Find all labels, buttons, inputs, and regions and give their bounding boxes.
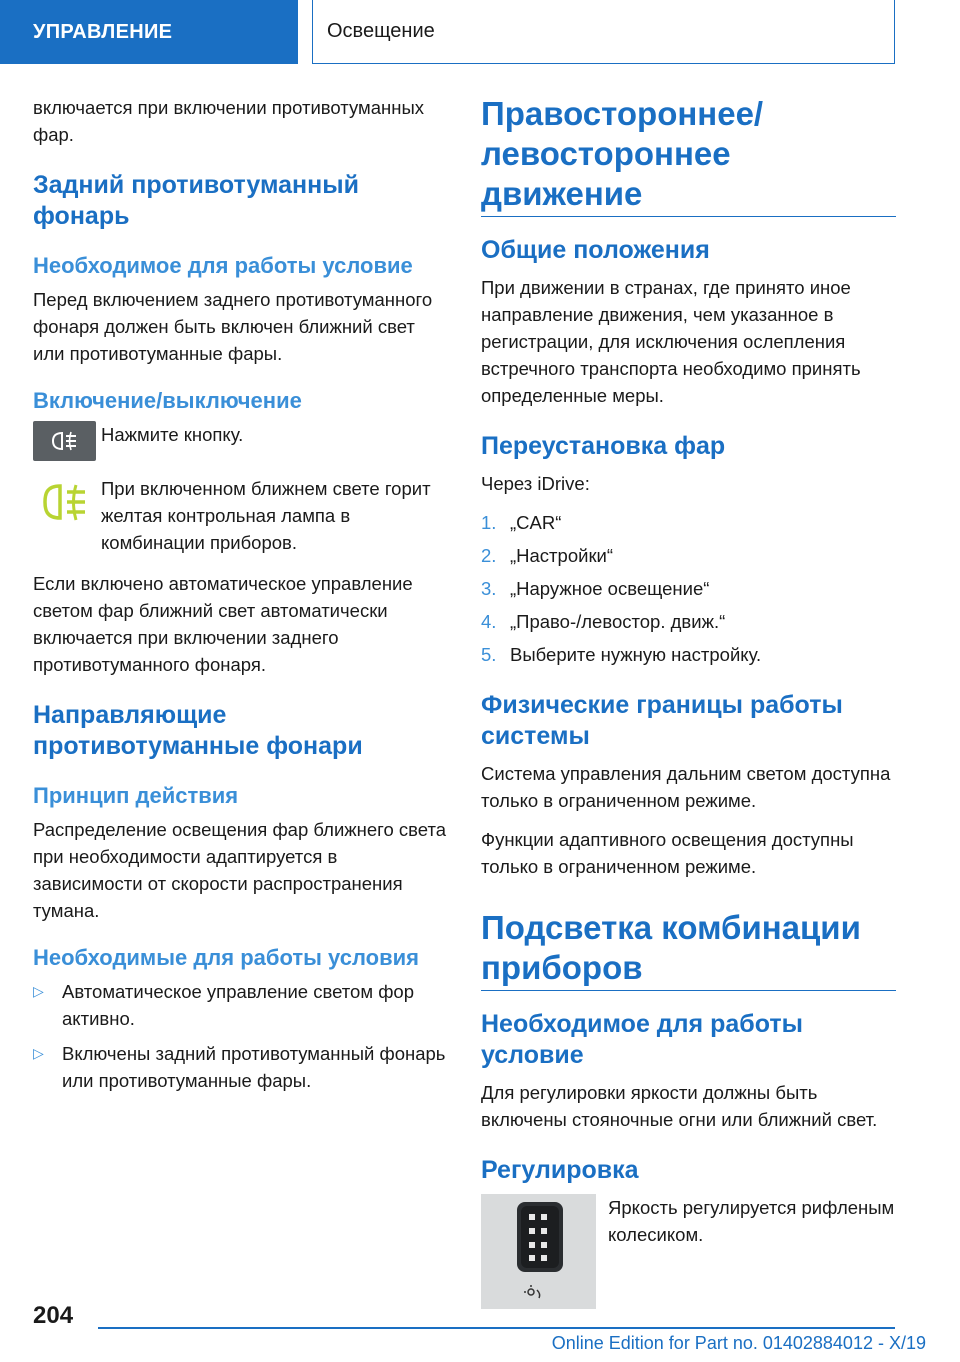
traffic-heading: Правостороннее/левостороннее движение [481, 94, 896, 217]
page-number: 204 [33, 1302, 74, 1329]
auto-light-text: Если включено автоматическое управление светом фар ближний свет автоматически включается при включении заднего противотуманного фонаря. [33, 573, 413, 675]
list-item [33, 1040, 448, 1094]
list-item: 2. „Настройки“ [481, 542, 896, 569]
rear-fog-indicator-icon [33, 475, 96, 529]
cluster-req-heading: Необходимое для работы условие [481, 1010, 803, 1069]
step-text: „CAR“ [510, 512, 562, 533]
regulation-text: Яркость регулируется рифленым колесиком. [608, 1197, 895, 1245]
list-item-text: Автоматическое управление светом фор активно. [62, 981, 414, 1029]
step-text: Выберите нужную настройку. [510, 644, 762, 665]
left-column [33, 94, 448, 1104]
press-button-text: Нажмите кнопку. [101, 424, 244, 445]
limits-text-1: Система управления дальним светом доступна только в ограниченном режиме. [481, 763, 891, 811]
chapter-title [312, 0, 895, 64]
regulation-row [481, 1194, 896, 1309]
conditions-heading: Необходимые для работы условия [33, 945, 419, 970]
rear-fog-heading: Задний противотуманный фонарь [33, 171, 359, 230]
indicator-text: При включенном ближнем свете горит желтая контрольная лампа в комбинации приборов. [101, 478, 431, 553]
cluster-heading: Подсветка комбинации приборов [481, 908, 896, 991]
via-idrive-text: Через iDrive: [481, 473, 590, 494]
list-item: 4. „Право-/левостор. движ.“ [481, 608, 896, 635]
triangle-bullet-icon: ▷ [33, 983, 44, 999]
list-item: 5. Выберите нужную настройку. [481, 641, 896, 668]
list-item: 1. „CAR“ [481, 509, 896, 536]
rear-fog-onoff-heading: Включение/выключение [33, 388, 302, 413]
right-column [481, 94, 896, 1309]
principle-heading: Принцип действия [33, 783, 239, 808]
chapter-label: Освещение [327, 20, 435, 42]
cluster-req-text: Для регулировки яркости должны быть включены стояночные огни или ближний свет. [481, 1082, 878, 1130]
principle-text: Распределение освещения фар ближнего света при необходимости адаптируется в зависимости от скорости распространения тумана. [33, 819, 447, 921]
intro-paragraph: включается при включении противотуманных фар. [33, 97, 425, 145]
triangle-bullet-icon: ▷ [33, 1045, 44, 1061]
list-item: 3. „Наружное освещение“ [481, 575, 896, 602]
step-text: „Настройки“ [510, 545, 614, 566]
step-text: „Право-/левостор. движ.“ [510, 611, 726, 632]
rear-fog-req-text: Перед включением заднего противотуманного фонаря должен быть включен ближний свет или противотуманные фары. [33, 289, 433, 364]
footer-divider [98, 1327, 895, 1329]
limits-text-2: Функции адаптивного освещения доступны только в ограниченном режиме. [481, 829, 854, 877]
regulation-heading: Регулировка [481, 1156, 639, 1184]
rear-fog-req-heading: Необходимое для работы условие [33, 253, 413, 278]
steps-list [481, 509, 896, 668]
list-item [33, 978, 448, 1032]
list-item-text: Включены задний противотуманный фонарь или противотуманные фары. [62, 1043, 446, 1091]
step-text: „Наружное освещение“ [510, 578, 710, 599]
general-text: При движении в странах, где принято иное направление движения, чем указанное в регистрации, для исключения ослепления встречного транспорта необходимо принять определенные меры. [481, 277, 861, 406]
edition-footer: Online Edition for Part no. 01402884012 - X/19 [551, 1333, 926, 1353]
indicator-row [33, 475, 448, 556]
brightness-wheel-image [481, 1194, 596, 1309]
press-button-row [33, 421, 448, 461]
general-heading: Общие положения [481, 236, 710, 264]
section-tab: УПРАВЛЕНИЕ [0, 0, 298, 64]
conditions-list [33, 978, 448, 1094]
adjust-heading: Переустановка фар [481, 432, 726, 460]
guide-heading: Направляющие противотуманные фонари [33, 701, 363, 760]
rear-fog-button-icon [33, 421, 96, 461]
limits-heading: Физические границы работы системы [481, 691, 843, 750]
